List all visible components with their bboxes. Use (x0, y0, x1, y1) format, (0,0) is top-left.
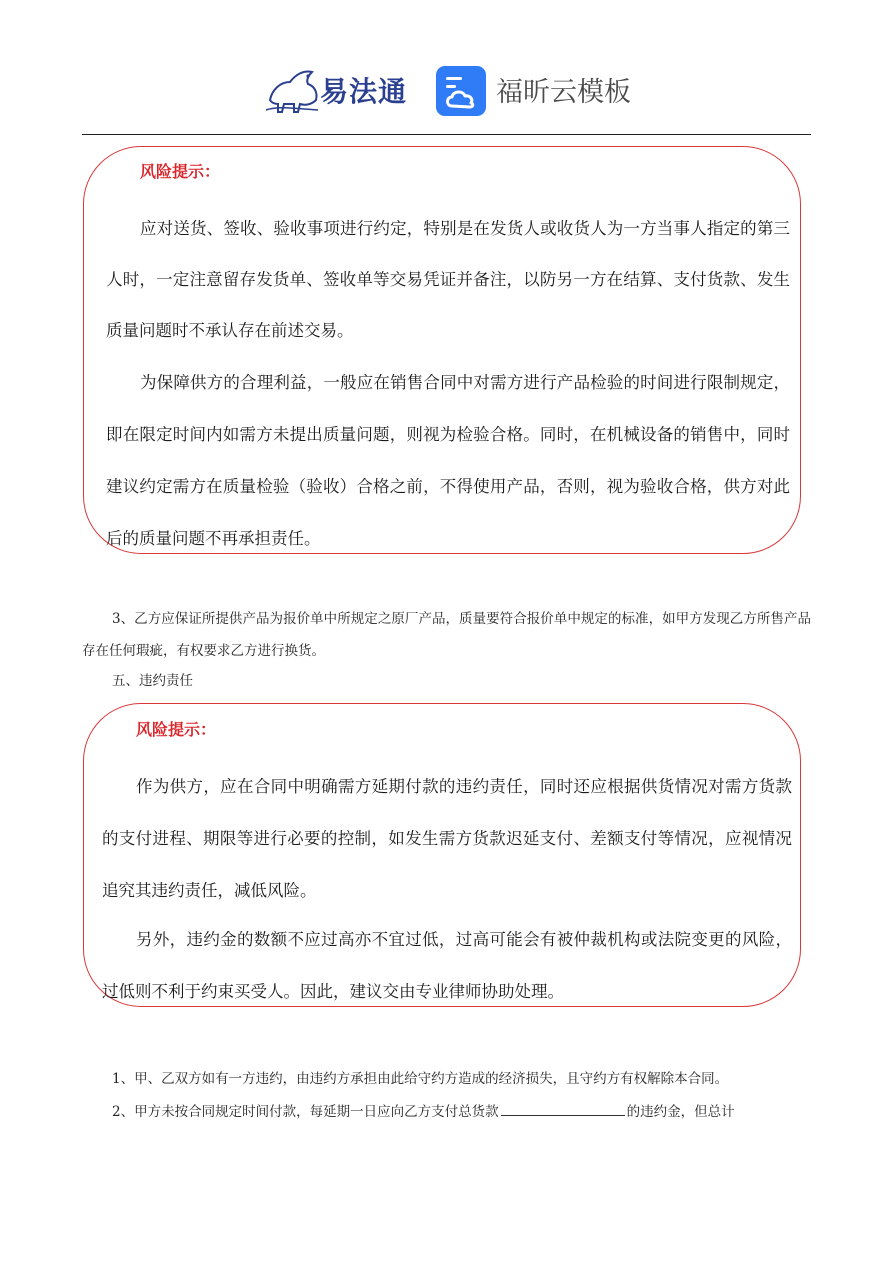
risk-notice-paragraph: 作为供方，应在合同中明确需方延期付款的违约责任，同时还应根据供货情况对需方货款的支付进程、期限等进行必要的控制，如发生需方货款迟延支付、差额支付等情况，应视情况追究其违约责任，减低风险。 (102, 777, 792, 900)
fill-in-blank[interactable] (501, 1101, 625, 1116)
yifatong-logo-text: 易法通 (320, 75, 408, 108)
risk-notice-paragraph: 应对送货、签收、验收事项进行约定，特别是在发货人或收货人为一方当事人指定的第三人时，一定注意留存发货单、签收单等交易凭证并备注，以防另一方在结算、支付货款、发生质量问题时不承认存在前述交易。 (106, 219, 790, 340)
header-divider (82, 134, 811, 135)
risk-notice-title: 风险提示： (140, 162, 221, 181)
contract-clause (112, 1101, 817, 1123)
qilin-emblem-icon (262, 60, 322, 116)
fuxin-cloud-template-logo-text: 福昕云模板 (496, 77, 631, 108)
risk-notice-title: 风险提示： (136, 720, 217, 739)
clause-text: 的违约金，但总计 (626, 1104, 735, 1120)
risk-notice-box (83, 703, 801, 1007)
clause-text: 2、甲方未按合同规定时间付款，每延期一日应向乙方支付总货款 (112, 1104, 499, 1120)
risk-notice-paragraph: 另外，违约金的数额不应过高亦不宜过低，过高可能会有被仲裁机构或法院变更的风险，过低则不利于约束买受人。因此，建议交由专业律师协助处理。 (102, 930, 792, 1001)
cloud-template-icon (436, 66, 486, 116)
yifatong-logo (262, 60, 412, 116)
contract-clause: 1、甲、乙双方如有一方违约，由违约方承担由此给守约方造成的经济损失，且守约方有权解除本合同。 (112, 1071, 729, 1087)
risk-notice-box (83, 146, 801, 554)
page-header (0, 56, 893, 126)
risk-notice-paragraph: 为保障供方的合理利益，一般应在销售合同中对需方进行产品检验的时间进行限制规定，即在限定时间内如需方未提出质量问题，则视为检验合格。同时，在机械设备的销售中，同时建议约定需方在质量检验（验收）合格之前，不得使用产品，否则，视为验收合格，供方对此后的质量问题不再承担责任。 (106, 373, 790, 548)
section-heading: 五、违约责任 (112, 673, 193, 689)
contract-clause: 3、乙方应保证所提供产品为报价单中所规定之原厂产品，质量要符合报价单中规定的标准，如甲方发现乙方所售产品存在任何瑕疵，有权要求乙方进行换货。 (82, 611, 811, 659)
